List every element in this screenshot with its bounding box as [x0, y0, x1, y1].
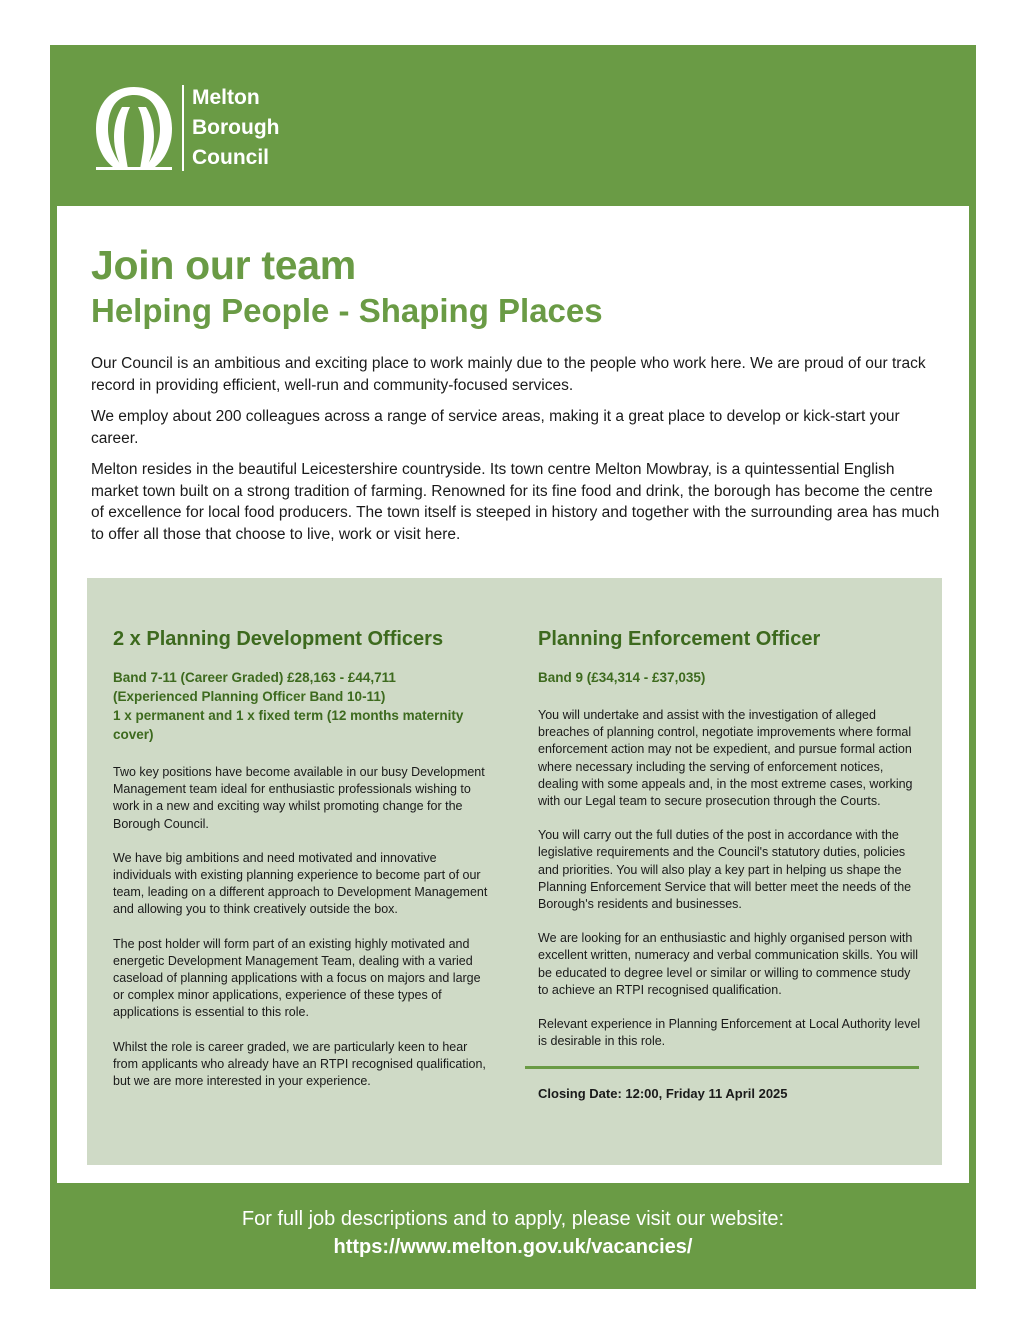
page-title: Join our team [91, 242, 356, 288]
header-bar [50, 45, 976, 205]
job-title: 2 x Planning Development Officers [113, 628, 444, 650]
job-paragraph: Two key positions have become available in our busy Development Management team ideal for enthusiastic professionals wishing to work in a new and exciting way whilst promoting change for the Borough Council. [113, 765, 485, 831]
closing-divider [525, 1066, 919, 1069]
job-paragraph: You will carry out the full duties of the post in accordance with the legislative requirements and the Council's statutory duties, policies and priorities. You will also play a key part in helping us shape the Planning Enforcement Service that will better meet the needs of the Borough's residents and businesses. [538, 828, 912, 912]
closing-date: Closing Date: 12:00, Friday 11 April 2025 [538, 1086, 788, 1102]
job-band-line: Band 7-11 (Career Graded) £28,163 - £44,711 [113, 670, 396, 685]
job-band-line: 1 x permanent and 1 x fixed term (12 months maternity cover) [113, 708, 464, 742]
council-logo-icon [92, 83, 176, 173]
job-description [538, 707, 923, 1050]
job-paragraph: Relevant experience in Planning Enforcement at Local Authority level is desirable in this role. [538, 1017, 921, 1049]
job-paragraph: We are looking for an enthusiastic and highly organised person with excellent written, numeracy and verbal communication skills. You will be educated to degree level or similar or willing to commence study to achieve an RTPI recognised qualification. [538, 931, 919, 997]
logo-line-2: Borough [192, 116, 280, 139]
job-description [113, 764, 491, 1090]
content-panel [57, 206, 969, 1183]
council-logo [92, 83, 279, 173]
job-band: Band 9 (£34,314 - £37,035) [538, 670, 706, 685]
job-paragraph: We have big ambitions and need motivated and innovative individuals with existing planning experience to become part of our team, leading on a different approach to Development Management and allowing you to think creatively outside the box. [113, 850, 488, 917]
job-listing-enforcement-officer [538, 626, 923, 1103]
poster-frame [50, 45, 976, 1289]
logo-line-3: Council [192, 146, 269, 169]
job-band [113, 668, 491, 744]
intro-paragraph: We employ about 200 colleagues across a range of service areas, making it a great place to develop or kick-start your career. [91, 408, 900, 447]
logo-divider [182, 85, 184, 171]
logo-line-1: Melton [192, 86, 260, 109]
footer [50, 1205, 976, 1261]
job-listings-box [87, 578, 942, 1165]
footer-text: For full job descriptions and to apply, please visit our website: [241, 1208, 785, 1230]
intro-paragraph: Melton resides in the beautiful Leicestershire countryside. Its town centre Melton Mowbray, is a quintessential English market town built on a strong tradition of farming. Renowned for its fine food and drink, the borough has become the centre of excellence for local food producers. The town itself is steeped in history and together with the surrounding area has much to offer all those that choose to live, work or visit here. [91, 461, 940, 543]
job-title: Planning Enforcement Officer [538, 628, 821, 650]
job-paragraph: Whilst the role is career graded, we are particularly keen to hear from applicants who already have an RTPI recognised qualification, but we are more interested in your experience. [113, 1039, 486, 1089]
job-listing-development-officers [113, 626, 491, 1107]
vacancies-link[interactable]: https://www.melton.gov.uk/vacancies/ [333, 1236, 693, 1258]
intro-text [91, 353, 941, 555]
job-band-line: (Experienced Planning Officer Band 10-11) [113, 689, 386, 704]
intro-paragraph: Our Council is an ambitious and exciting place to work mainly due to the people who work here. We are proud of our track record in providing efficient, well-run and community-focused services. [91, 355, 926, 394]
job-paragraph: You will undertake and assist with the investigation of alleged breaches of planning control, negotiate improvements where formal enforcement action may not be expedient, and pursue formal action where necessary including the serving of enforcement notices, dealing with some appeals and, in the most extreme cases, working with our Legal team to secure prosecution through the Courts. [538, 708, 913, 809]
page-subtitle: Helping People - Shaping Places [91, 292, 603, 329]
logo-wordmark [192, 83, 279, 173]
job-paragraph: The post holder will form part of an existing highly motivated and energetic Development Management Team, dealing with a varied caseload of planning applications with a focus on majors and large or complex minor applications, experience of these types of applications is essential to this role. [113, 936, 481, 1020]
